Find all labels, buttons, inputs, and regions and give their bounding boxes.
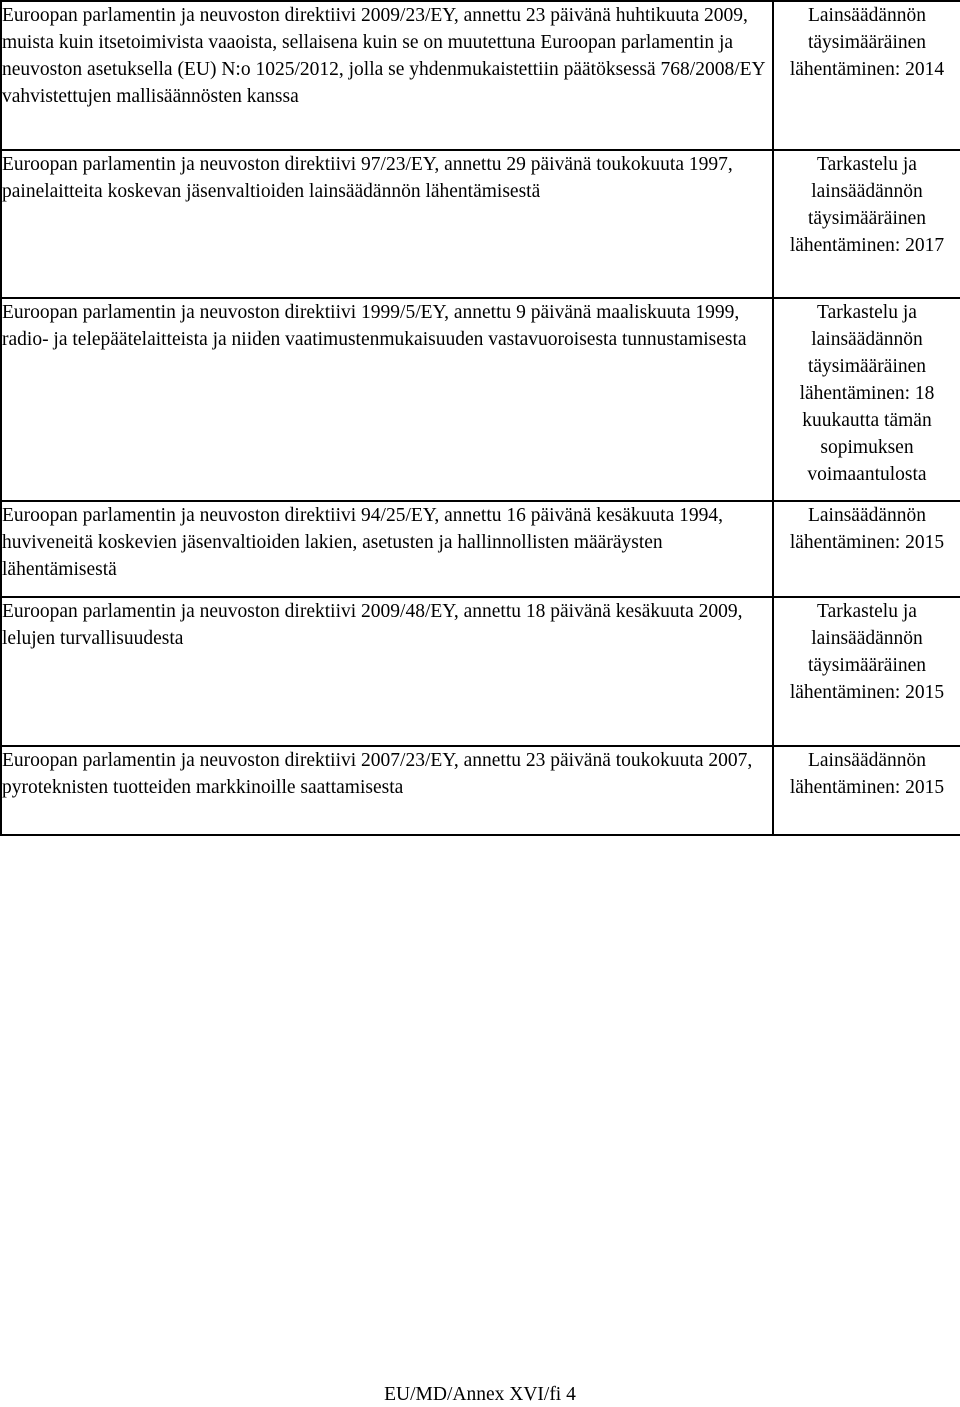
approximation-deadline: Lainsäädännön lähentäminen: 2015 <box>789 505 945 553</box>
table-row <box>1 501 960 597</box>
act-cell <box>1 501 773 597</box>
table-row <box>1 298 960 501</box>
table-row <box>1 746 960 835</box>
act-cell <box>1 1 773 150</box>
act-title: Euroopan parlamentin ja neuvoston direktiivi 2007/23/EY, annettu 23 päivänä toukokuuta 2007, pyroteknisten tuotteiden markkinoille saattamisesta <box>2 750 753 798</box>
act-cell <box>1 150 773 298</box>
approximation-deadline: Lainsäädännön täysimääräinen lähentäminen: 2014 <box>789 5 945 80</box>
approximation-deadline: Lainsäädännön lähentäminen: 2015 <box>789 750 945 798</box>
approximation-deadline: Tarkastelu ja lainsäädännön täysimääräinen lähentäminen: 2017 <box>789 154 945 256</box>
act-title: Euroopan parlamentin ja neuvoston direktiivi 2009/48/EY, annettu 18 päivänä kesäkuuta 2009, lelujen turvallisuudesta <box>2 601 743 649</box>
act-title: Euroopan parlamentin ja neuvoston direktiivi 97/23/EY, annettu 29 päivänä toukokuuta 1997, painelaitteita koskevan jäsenvaltioiden lainsäädännön lähentämisestä <box>2 154 733 202</box>
approximation-deadline: Tarkastelu ja lainsäädännön täysimääräinen lähentäminen: 2015 <box>789 601 945 703</box>
table-row <box>1 150 960 298</box>
act-cell <box>1 746 773 835</box>
table-row <box>1 1 960 150</box>
deadline-cell <box>773 597 960 746</box>
deadline-cell <box>773 1 960 150</box>
deadline-cell <box>773 298 960 501</box>
act-title: Euroopan parlamentin ja neuvoston direktiivi 94/25/EY, annettu 16 päivänä kesäkuuta 1994, huviveneitä koskevien jäsenvaltioiden lakien, asetusten ja hallinnollisten määräysten lähentämisestä <box>2 505 723 580</box>
table-row <box>1 597 960 746</box>
act-cell <box>1 597 773 746</box>
page-reference: EU/MD/Annex XVI/fi 4 <box>384 1384 576 1405</box>
deadline-cell <box>773 150 960 298</box>
act-title: Euroopan parlamentin ja neuvoston direktiivi 1999/5/EY, annettu 9 päivänä maaliskuuta 1999, radio- ja telepäätelaitteista ja niiden vaatimustenmukaisuuden vastavuoroisesta tunnustamisesta <box>2 302 747 350</box>
act-title: Euroopan parlamentin ja neuvoston direktiivi 2009/23/EY, annettu 23 päivänä huhtikuuta 2009, muista kuin itsetoimivista vaaoista, sellaisena kuin se on muutettuna Euroopan parlamentin ja neuvoston asetuksella (EU) N:o 1025/2012, jolla se yhdenmukaistettiin päätöksessä 768/2008/EY vahvistettujen mallisäännösten kanssa <box>2 5 765 107</box>
act-cell <box>1 298 773 501</box>
approximation-deadline: Tarkastelu ja lainsäädännön täysimääräinen lähentäminen: 18 kuukautta tämän sopimuksen voimaantulosta <box>799 302 935 485</box>
deadline-cell <box>773 501 960 597</box>
deadline-cell <box>773 746 960 835</box>
